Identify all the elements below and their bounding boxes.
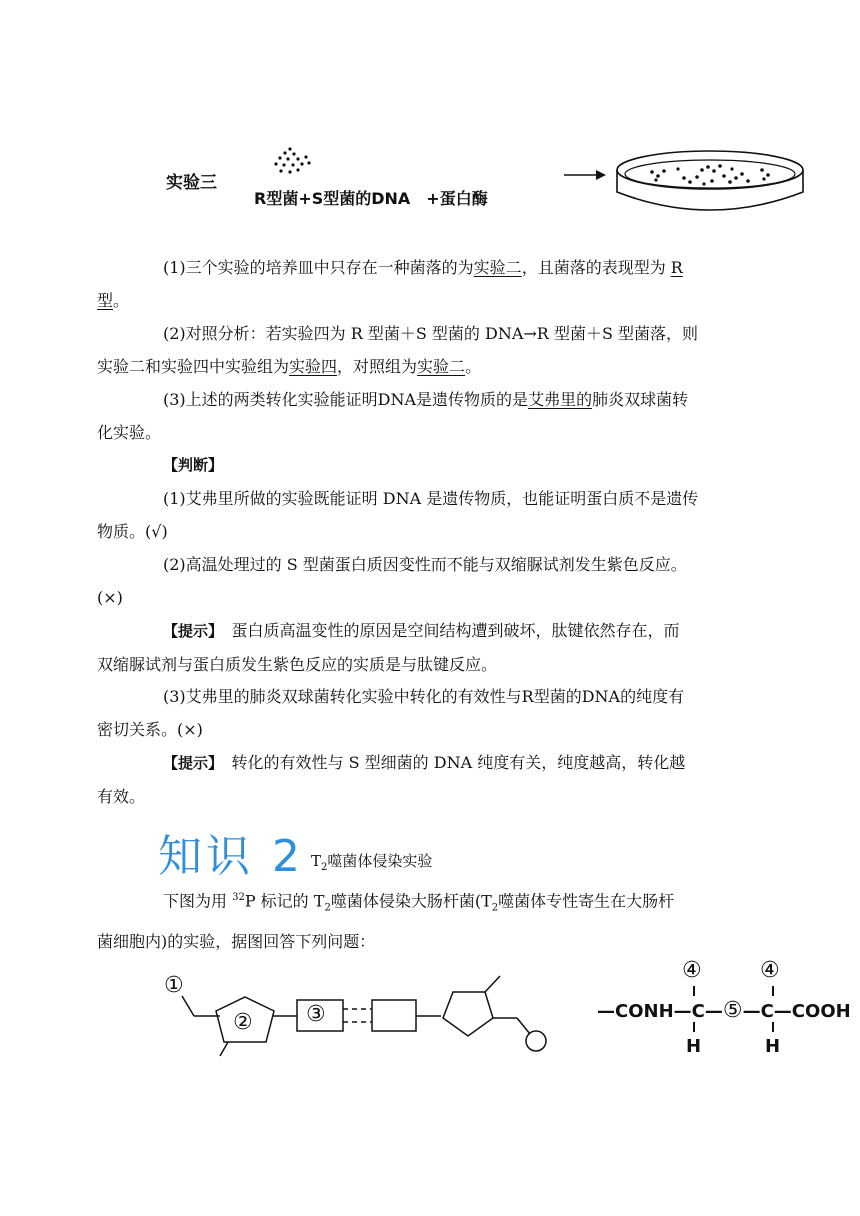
question-2: (2)对照分析：若实验四为 R 型菌＋S 型菌的 DNA→R 型菌＋S 型菌落，则 实验二和实验四中实验组为实验四，对照组为实验二。 (97, 324, 698, 376)
nucleotide-diagram (160, 966, 560, 1066)
section-title: 知识 2 (158, 831, 304, 882)
hint-1: 【提示】 蛋白质高温变性的原因是空间结构遭到破坏，肽键依然存在，而 双缩脲试剂与蛋白质发生紫色反应的实质是与肽键反应。 (97, 621, 680, 674)
hydrogen-right: H (765, 1036, 781, 1057)
judgment-1: (1)艾弗里所做的实验既能证明 DNA 是遗传物质，也能证明蛋白质不是遗传 物质。(√) (97, 489, 699, 541)
r-group-label-right: ④ (760, 958, 780, 983)
bond-bottom-right (772, 1022, 774, 1032)
intro-paragraph: 下图为用 $^{32}$P 标记的 $T_2$噬菌体侵染大肠杆菌($T_2$噬菌体专性寄生在大肠杆 菌细胞内)的实验，据图回答下列问题： (97, 891, 675, 951)
section-subtitle: $T_2$噬菌体侵染实验 (311, 852, 433, 873)
question-3: (3)上述的两类转化实验能证明DNA是遗传物质的是艾弗里的肺炎双球菌转 化实验。 (97, 390, 689, 442)
bond-top-left (693, 986, 695, 996)
petri-dish-icon (612, 148, 808, 216)
phosphate-label: ① (164, 973, 184, 998)
judgment-2: (2)高温处理过的 S 型菌蛋白质因变性而不能与双缩脲试剂发生紫色反应。 (×) (97, 555, 687, 607)
arrow-icon (562, 168, 608, 182)
experiment-label: 实验三 (166, 173, 217, 193)
bond-bottom-left (693, 1022, 695, 1032)
question-1: (1)三个实验的培养皿中只存在一种菌落的为实验二，且菌落的表现型为 R 型。 (97, 258, 683, 310)
sugar-label: ② (233, 1010, 253, 1035)
judge-header: 【判断】 (163, 456, 224, 474)
experiment-formula: R型菌+S型菌的DNA +蛋白酶 (254, 189, 488, 208)
judgment-3: (3)艾弗里的肺炎双球菌转化实验中转化的有效性与R型菌的DNA的纯度有 密切关系。(×) (97, 687, 685, 739)
r-group-label-left: ④ (682, 958, 702, 983)
bacteria-dots-icon (268, 144, 318, 180)
hint-2: 【提示】 转化的有效性与 S 型细菌的 DNA 纯度有关，纯度越高，转化越 有效。 (97, 753, 686, 806)
hydrogen-left: H (686, 1036, 702, 1057)
base-label: ③ (306, 1002, 326, 1027)
bond-top-right (772, 986, 774, 996)
peptide-chain: —CONH—C—⑤—C—COOH (597, 998, 851, 1023)
